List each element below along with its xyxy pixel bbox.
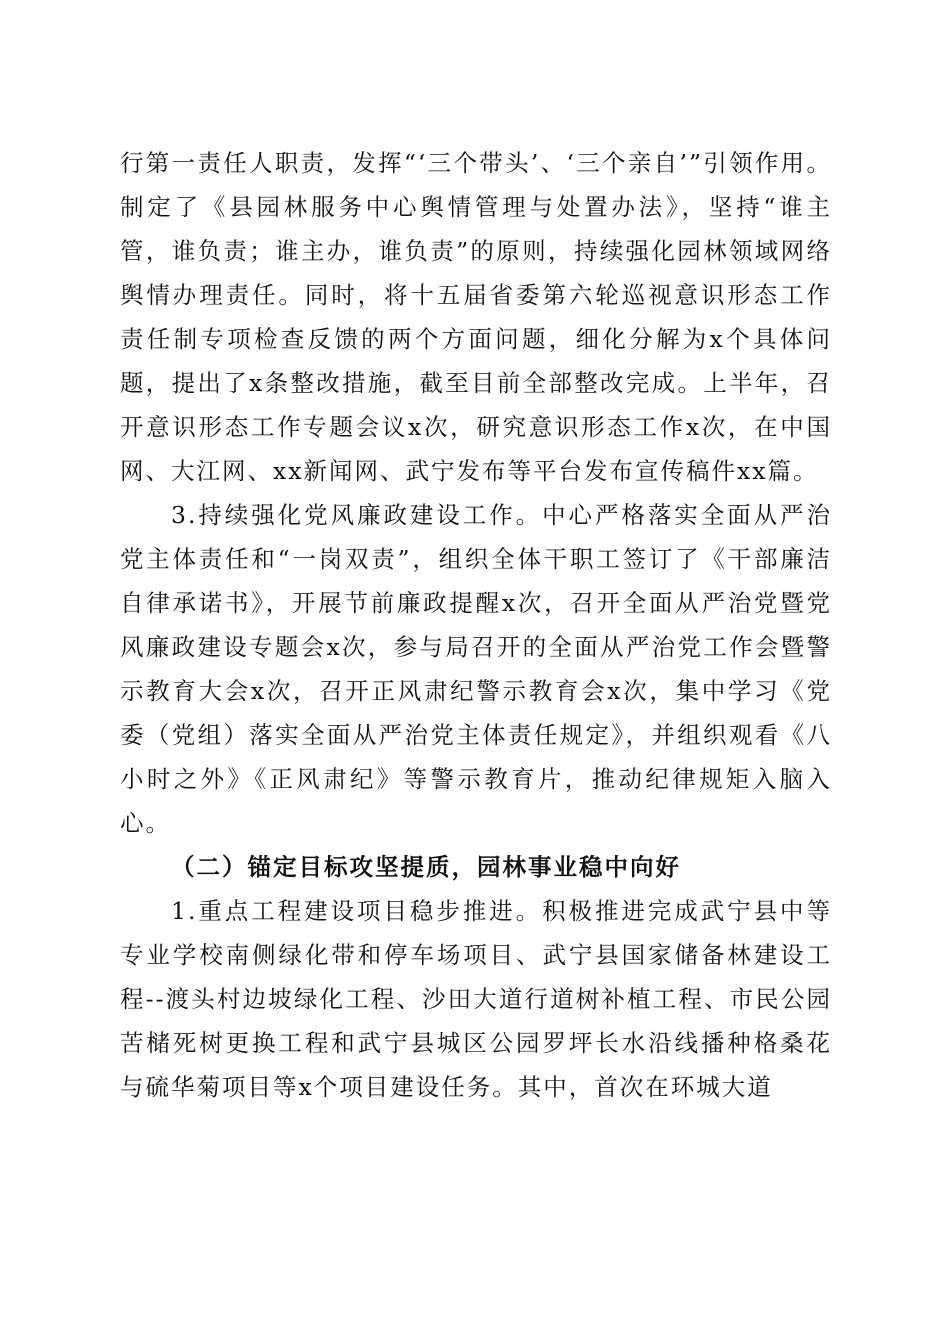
section-heading-2: （二）锚定目标攻坚提质，园林事业稳中向好 bbox=[171, 853, 681, 881]
document-body bbox=[120, 141, 832, 1109]
paragraph-party-conduct: 3.持续强化党风廉政建设工作。中心严格落实全面从严治党主体责任和“一岗双责”，组织全体干职工签订了《干部廉洁自律承诺书》，开展节前廉政提醒x次，召开全面从严治党暨党风廉政建设专题会x次，参与局召开的全面从严治党工作会暨警示教育大会x次，召开正风肃纪警示教育会x次，集中学习《党委（党组）落实全面从严治党主体责任规定》，并组织观看《八小时之外》《正风肃纪》等警示教育片，推动纪律规矩入脑入心。 bbox=[120, 501, 832, 837]
paragraph-key-projects: 1.重点工程建设项目稳步推进。积极推进完成武宁县中等专业学校南侧绿化带和停车场项目、武宁县国家储备林建设工程--渡头村边坡绿化工程、沙田大道行道树补植工程、市民公园苦槠死树更换工程和武宁县城区公园罗坪长水沿线播种格桑花与硫华菊项目等x个项目建设任务。其中，首次在环城大道 bbox=[120, 897, 832, 1101]
paragraph-ideology-responsibility: 行第一责任人职责，发挥“‘三个带头’、‘三个亲自’”引领作用。制定了《县园林服务中心舆情管理与处置办法》，坚持“谁主管，谁负责；谁主办，谁负责”的原则，持续强化园林领域网络舆情办理责任。同时，将十五届省委第六轮巡视意识形态工作责任制专项检查反馈的两个方面问题，细化分解为x个具体问题，提出了x条整改措施，截至目前全部整改完成。上半年，召开意识形态工作专题会议x次，研究意识形态工作x次，在中国网、大江网、xx新闻网、武宁发布等平台发布宣传稿件xx篇。 bbox=[120, 149, 832, 485]
